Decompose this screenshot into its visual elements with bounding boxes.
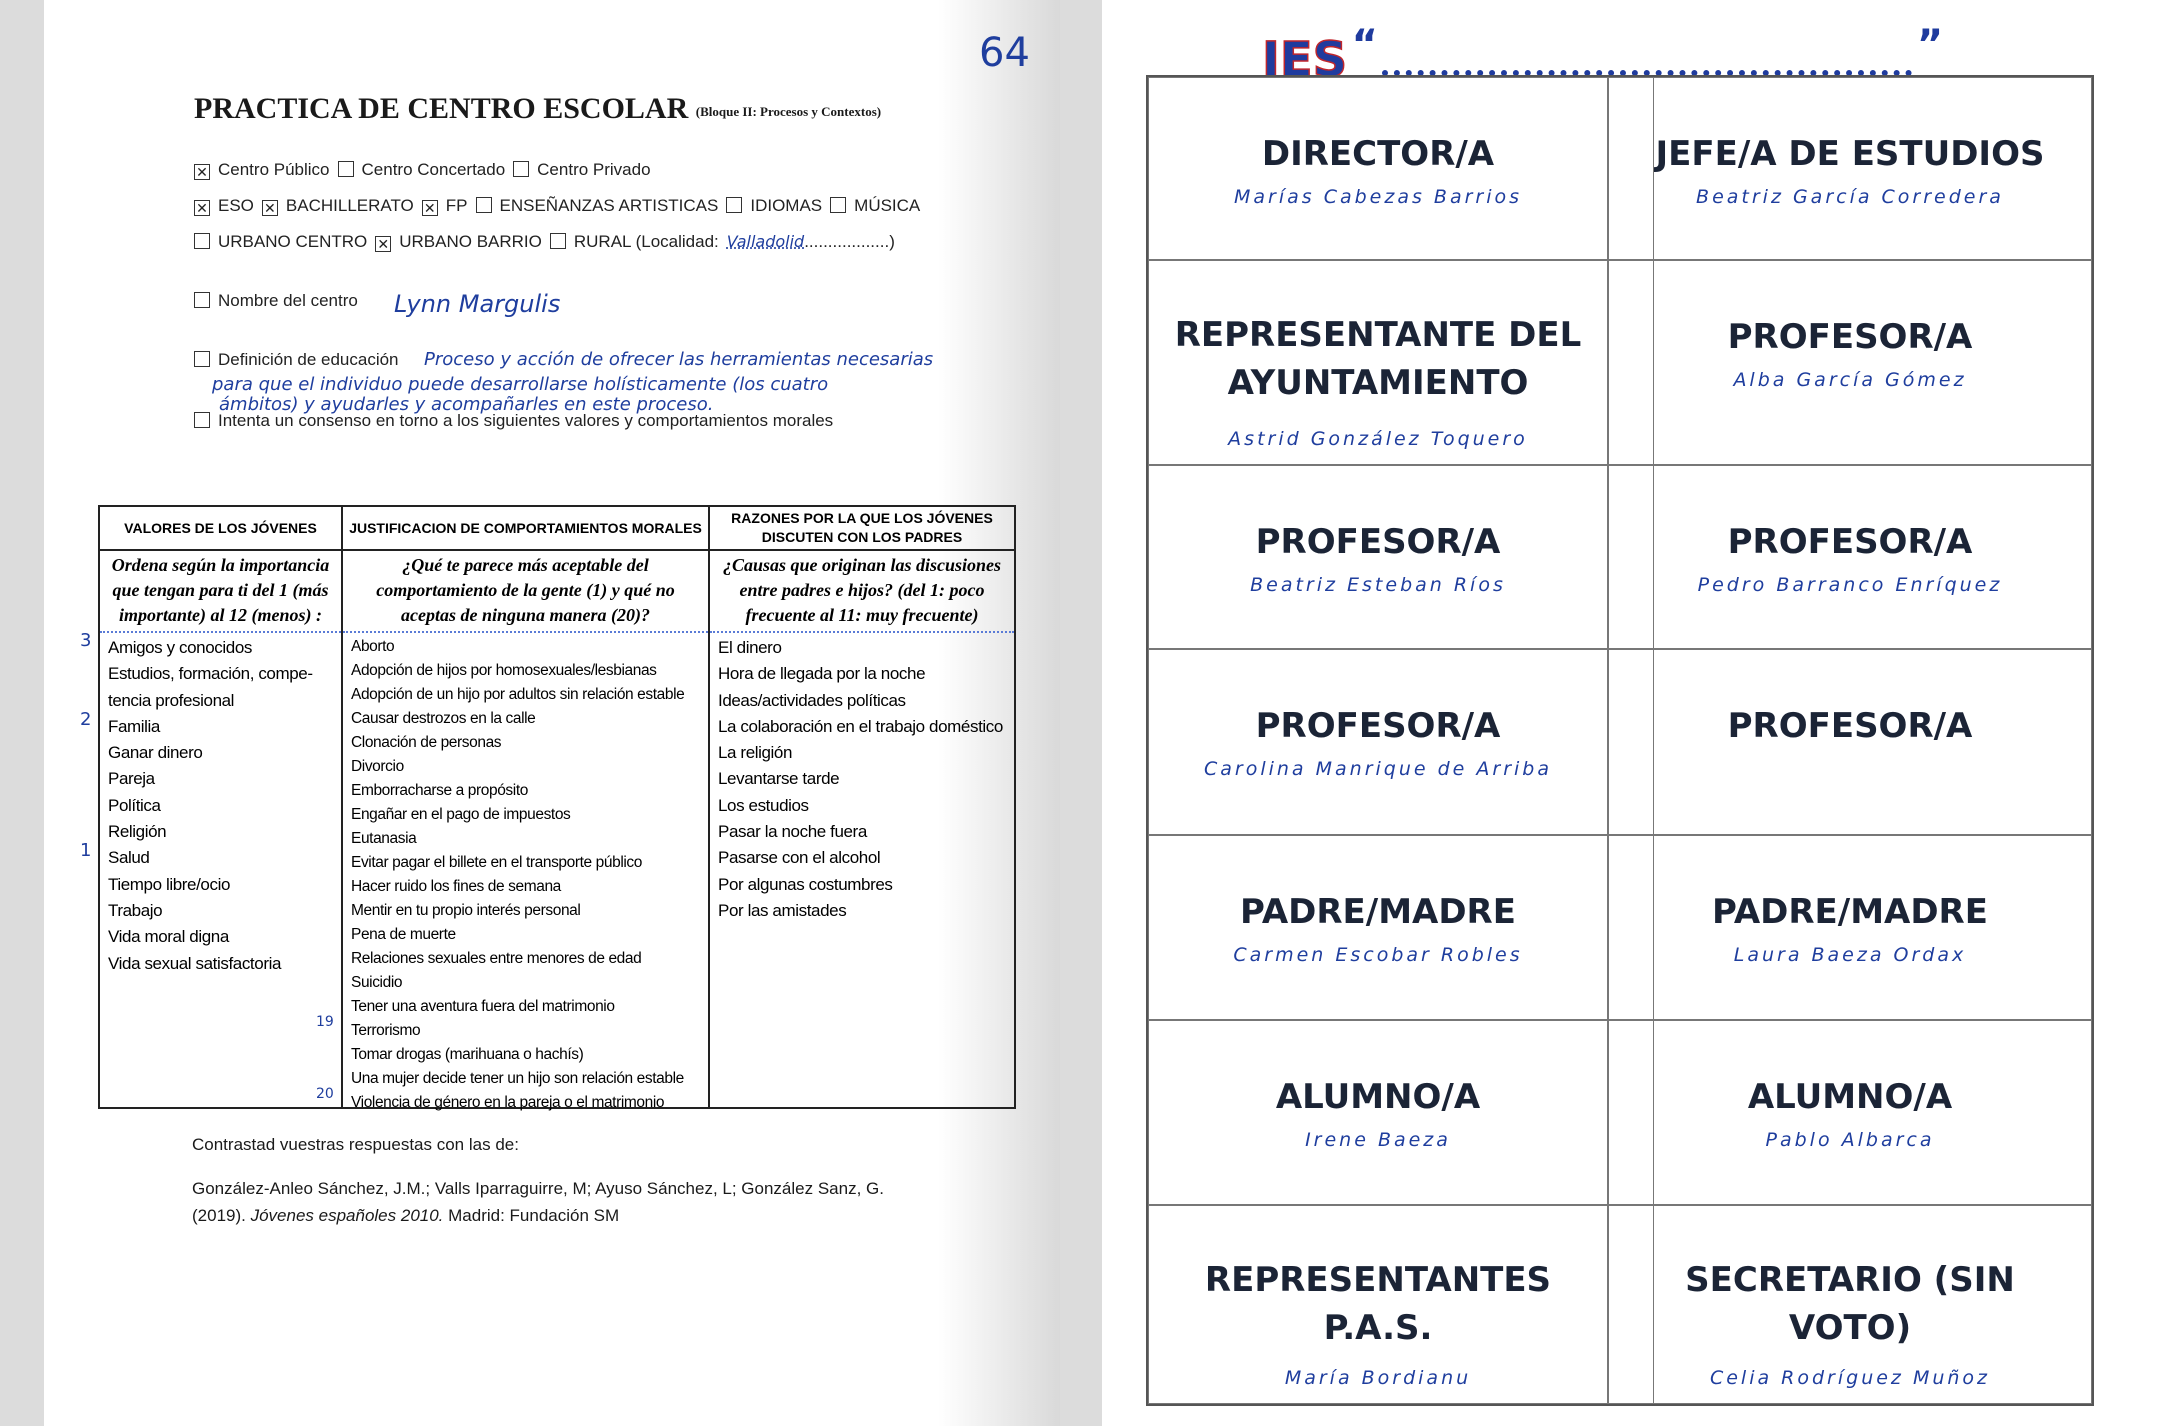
rank-mark[interactable]: 3 xyxy=(80,630,92,651)
option-label: ESO xyxy=(218,196,254,215)
member-name[interactable]: Irene Baeza xyxy=(1305,1129,1451,1151)
option-checkbox[interactable]: ✕ xyxy=(194,164,210,180)
nombre-row xyxy=(194,291,358,311)
option-checkbox[interactable] xyxy=(338,161,354,177)
left-page xyxy=(44,0,1060,1426)
list-item: Adopción de un hijo por adultos sin relación estable xyxy=(351,686,685,703)
ref-publisher: Madrid: Fundación SM xyxy=(443,1206,620,1225)
role-title: JEFE/A DE ESTUDIOS xyxy=(1655,134,2045,174)
list-item: Suicidio xyxy=(351,974,403,991)
option-label: Centro Privado xyxy=(537,160,651,179)
list-item: Tomar drogas (marihuana o hachís) xyxy=(351,1046,584,1063)
list-item: Pena de muerte xyxy=(351,926,456,943)
council-cell xyxy=(1148,77,1608,260)
role-title: PADRE/MADRE xyxy=(1712,892,1988,932)
col2-header: JUSTIFICACION DE COMPORTAMIENTOS MORALES xyxy=(343,507,708,551)
page-title xyxy=(194,92,881,126)
list-item: Clonación de personas xyxy=(351,734,502,751)
rank-mark[interactable]: 2 xyxy=(80,708,92,730)
definicion-checkbox[interactable] xyxy=(194,351,210,367)
role-title: PROFESOR/A xyxy=(1727,317,1973,357)
option-checkbox[interactable] xyxy=(476,197,492,213)
list-item: Por algunas costumbres xyxy=(718,874,893,894)
col1-instructions: Ordena según la importancia que tengan para ti del 1 (más importante) al 12 (menos) : xyxy=(100,551,341,633)
list-item: Estudios, formación, compe- xyxy=(108,664,313,684)
council-grid xyxy=(1146,75,2094,1406)
option-label: IDIOMAS xyxy=(750,196,823,215)
member-name[interactable]: Alba García Gómez xyxy=(1733,369,1967,391)
ref-title: Jóvenes españoles 2010. xyxy=(250,1206,444,1225)
col3-header: RAZONES POR LA QUE LOS JÓVENES DISCUTEN CON LOS PADRES xyxy=(710,507,1014,551)
list-item: Evitar pagar el billete en el transporte público xyxy=(351,854,642,871)
member-name[interactable]: Astrid González Toquero xyxy=(1228,428,1528,450)
role-title: PROFESOR/A xyxy=(1727,706,1973,746)
member-name[interactable]: Beatriz García Corredera xyxy=(1696,186,2004,208)
role-title: PROFESOR/A xyxy=(1727,522,1973,562)
council-cell xyxy=(1608,260,2092,465)
location-row xyxy=(194,232,895,252)
list-item: Tener una aventura fuera del matrimonio xyxy=(351,998,615,1015)
list-item: Engañar en el pago de impuestos xyxy=(351,806,571,823)
values-table xyxy=(98,505,1016,1109)
rank-mark[interactable]: 19 xyxy=(316,1014,334,1030)
option-checkbox[interactable] xyxy=(550,233,566,249)
list-item: Hacer ruido los fines de semana xyxy=(351,878,561,895)
ies-label: IES xyxy=(1262,32,1348,88)
council-cell xyxy=(1608,77,2092,260)
council-cell xyxy=(1148,835,1608,1020)
council-cell xyxy=(1148,1020,1608,1205)
member-name[interactable]: Celia Rodríguez Muñoz xyxy=(1709,1367,1991,1389)
option-checkbox[interactable] xyxy=(726,197,742,213)
role-title: ALUMNO/A xyxy=(1275,1077,1481,1117)
council-cell xyxy=(1608,649,2092,835)
col2-instructions: ¿Qué te parece más aceptable del comportamiento de la gente (1) y qué no aceptas de ninguna manera (20)? xyxy=(343,551,708,633)
table-col-valores xyxy=(100,507,343,1107)
council-cell xyxy=(1148,465,1608,649)
list-item: Salud xyxy=(108,848,150,868)
list-item: Vida sexual satisfactoria xyxy=(108,953,282,973)
reference-line-1: González-Anleo Sánchez, J.M.; Valls Iparraguirre, M; Ayuso Sánchez, L; González Sanz, G. xyxy=(192,1179,884,1198)
col1-items xyxy=(100,633,341,979)
member-name[interactable]: Marías Cabezas Barrios xyxy=(1233,186,1523,208)
list-item: Pasar la noche fuera xyxy=(718,822,867,842)
role-title: REPRESENTANTE DEL AYUNTAMIENTO xyxy=(1174,315,1582,403)
list-item: Aborto xyxy=(351,638,395,655)
option-label: URBANO CENTRO xyxy=(218,232,368,251)
member-name[interactable]: María Bordianu xyxy=(1284,1367,1472,1389)
list-item: Trabajo xyxy=(108,900,163,920)
subtitle-text: (Bloque II: Procesos y Contextos) xyxy=(695,104,882,119)
list-item: Pareja xyxy=(108,769,155,789)
definicion-line-3[interactable]: ámbitos) y ayudarles y acompañarles en este proceso. xyxy=(219,394,714,415)
ies-open-quote: “ xyxy=(1351,22,1378,68)
council-cell xyxy=(1608,465,2092,649)
option-label: BACHILLERATO xyxy=(285,196,414,215)
list-item: La religión xyxy=(718,743,793,763)
member-name[interactable]: Carmen Escobar Robles xyxy=(1233,944,1523,966)
option-label: MÚSICA xyxy=(854,196,921,215)
nombre-checkbox[interactable] xyxy=(194,292,210,308)
option-checkbox[interactable] xyxy=(513,161,529,177)
reference-line-2 xyxy=(192,1206,619,1226)
list-item: Ideas/actividades políticas xyxy=(718,690,906,710)
center-type-row xyxy=(194,160,659,180)
role-title: SECRETARIO (SIN VOTO) xyxy=(1685,1260,2015,1348)
table-col-justificacion xyxy=(343,507,710,1111)
contrast-text: Contrastad vuestras respuestas con las de: xyxy=(192,1135,519,1154)
list-item: Pasarse con el alcohol xyxy=(718,848,881,868)
council-cell xyxy=(1148,649,1608,835)
list-item: Una mujer decide tener un hijo son relación estable xyxy=(351,1070,684,1087)
list-item: Eutanasia xyxy=(351,830,417,847)
col3-items xyxy=(710,633,1014,926)
list-item: Emborracharse a propósito xyxy=(351,782,528,799)
title-text: PRACTICA DE CENTRO ESCOLAR xyxy=(194,92,689,125)
rank-mark[interactable]: 1 xyxy=(80,840,92,862)
localidad-value[interactable]: Valladolid xyxy=(726,232,805,251)
role-title: ALUMNO/A xyxy=(1747,1077,1953,1117)
definicion-row xyxy=(194,350,399,370)
ies-name-blank[interactable] xyxy=(1382,60,1912,76)
list-item: Familia xyxy=(108,716,160,736)
role-title: PROFESOR/A xyxy=(1255,522,1501,562)
list-item: Religión xyxy=(108,822,167,842)
list-item: Divorcio xyxy=(351,758,404,775)
option-checkbox[interactable]: ✕ xyxy=(262,200,278,216)
member-name[interactable]: Pablo Albarca xyxy=(1765,1129,1935,1151)
col3-instructions: ¿Causas que originan las discusiones entre padres e hijos? (del 1: poco frecuente al 11: muy frecuente) xyxy=(710,551,1014,633)
levels-row xyxy=(194,196,928,216)
consenso-label: Intenta un consenso en torno a los siguientes valores y comportamientos morales xyxy=(218,411,834,430)
list-item: Adopción de hijos por homosexuales/lesbianas xyxy=(351,662,657,679)
definicion-line-2[interactable]: para que el individuo puede desarrollarse holísticamente (los cuatro xyxy=(212,374,829,395)
list-item: Relaciones sexuales entre menores de edad xyxy=(351,950,642,967)
nombre-value[interactable]: Lynn Margulis xyxy=(394,290,561,318)
option-label: ENSEÑANZAS ARTISTICAS xyxy=(499,196,719,215)
role-title: PROFESOR/A xyxy=(1255,706,1501,746)
definicion-line-1[interactable]: Proceso y acción de ofrecer las herramientas necesarias xyxy=(424,349,934,370)
ies-close-quote: ” xyxy=(1916,22,1944,68)
member-name[interactable]: Carolina Manrique de Arriba xyxy=(1203,758,1553,780)
role-title: PADRE/MADRE xyxy=(1240,892,1516,932)
member-name[interactable]: Beatriz Esteban Ríos xyxy=(1250,574,1506,596)
definicion-label: Definición de educación xyxy=(218,350,399,369)
table-col-razones xyxy=(710,507,1014,1107)
option-label: Centro Público xyxy=(218,160,330,179)
ref-year: (2019). xyxy=(192,1206,251,1225)
option-label: URBANO BARRIO xyxy=(399,232,542,251)
column-divider xyxy=(1653,77,1654,1404)
list-item: Vida moral digna xyxy=(108,927,229,947)
nombre-label: Nombre del centro xyxy=(218,291,358,310)
option-checkbox[interactable]: ✕ xyxy=(375,236,391,252)
council-cell xyxy=(1608,1020,2092,1205)
list-item: El dinero xyxy=(718,638,782,657)
list-item: tencia profesional xyxy=(108,690,235,710)
consenso-row xyxy=(194,411,833,431)
option-label: FP xyxy=(445,196,468,215)
list-item: Amigos y conocidos xyxy=(108,638,252,657)
page-number-handwritten: 64 xyxy=(979,30,1030,76)
option-label: RURAL (Localidad: xyxy=(573,232,719,251)
list-item: Causar destrozos en la calle xyxy=(351,710,536,727)
list-item: Los estudios xyxy=(718,795,809,815)
list-item: Mentir en tu propio interés personal xyxy=(351,902,581,919)
list-item: Terrorismo xyxy=(351,1022,421,1039)
member-name[interactable]: Pedro Barranco Enríquez xyxy=(1697,574,2003,596)
council-cell xyxy=(1148,260,1608,465)
col2-items xyxy=(343,633,708,1117)
option-label: Centro Concertado xyxy=(361,160,506,179)
list-item: Violencia de género en la pareja o el matrimonio xyxy=(351,1094,665,1111)
rank-mark[interactable]: 20 xyxy=(316,1086,334,1102)
list-item: Hora de llegada por la noche xyxy=(718,664,926,684)
consenso-checkbox[interactable] xyxy=(194,412,210,428)
option-checkbox[interactable] xyxy=(194,233,210,249)
right-page xyxy=(1102,0,2166,1426)
role-title: DIRECTOR/A xyxy=(1261,134,1495,174)
list-item: Levantarse tarde xyxy=(718,769,840,789)
council-cell xyxy=(1148,1205,1608,1404)
list-item: Política xyxy=(108,795,161,815)
list-item: Tiempo libre/ocio xyxy=(108,874,231,894)
council-cell xyxy=(1608,1205,2092,1404)
list-item: Por las amistades xyxy=(718,900,847,920)
list-item: Ganar dinero xyxy=(108,743,203,763)
localidad-dots: ..................) xyxy=(804,232,895,251)
option-checkbox[interactable] xyxy=(830,197,846,213)
council-cell xyxy=(1608,835,2092,1020)
option-checkbox[interactable]: ✕ xyxy=(194,200,210,216)
option-checkbox[interactable]: ✕ xyxy=(422,200,438,216)
member-name[interactable]: Laura Baeza Ordax xyxy=(1733,944,1967,966)
list-item: La colaboración en el trabajo doméstico xyxy=(718,716,1003,736)
col1-header: VALORES DE LOS JÓVENES xyxy=(100,507,341,551)
role-title: REPRESENTANTES P.A.S. xyxy=(1204,1260,1552,1348)
